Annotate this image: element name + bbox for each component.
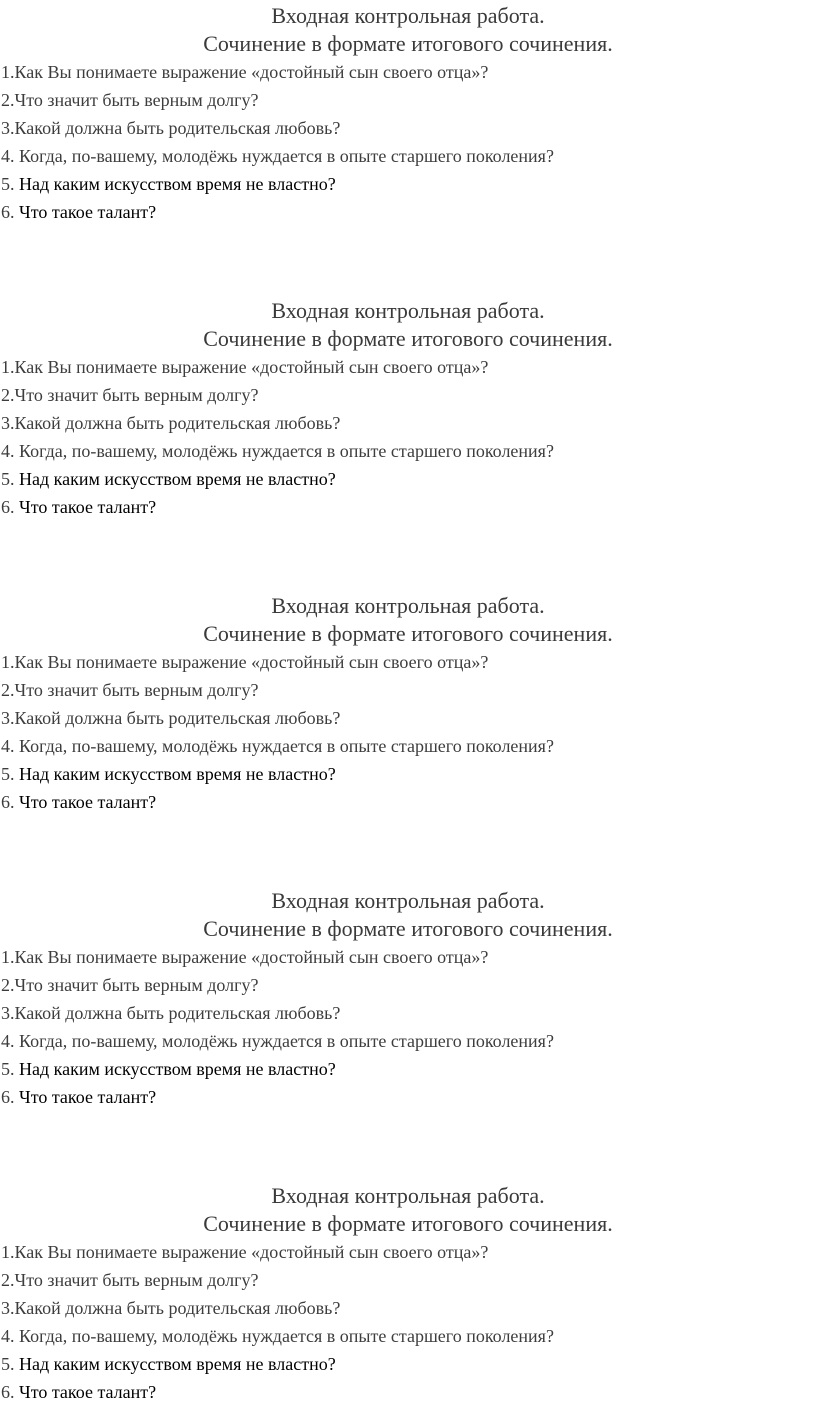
question-number: 4. <box>1 146 19 166</box>
question-item <box>0 676 816 704</box>
question-text: Какой должна быть родительская любовь? <box>14 118 341 138</box>
question-number: 4. <box>1 441 19 461</box>
question-text: Какой должна быть родительская любовь? <box>14 708 341 728</box>
question-text: Над каким искусством время не властно? <box>19 764 336 784</box>
question-text: Что значит быть верным долгу? <box>14 975 259 995</box>
question-number: 1. <box>1 1242 15 1262</box>
question-item <box>0 1294 816 1322</box>
question-item <box>0 999 816 1027</box>
question-number: 1. <box>1 947 15 967</box>
block-title: Входная контрольная работа. <box>271 3 545 28</box>
block-subtitle: Сочинение в формате итогового сочинения. <box>203 916 613 941</box>
question-text: Что значит быть верным долгу? <box>14 90 259 110</box>
question-number: 6. <box>1 792 19 812</box>
question-text: Когда, по-вашему, молодёжь нуждается в опыте старшего поколения? <box>19 1326 554 1346</box>
question-text: Над каким искусством время не властно? <box>19 469 336 489</box>
block-title: Входная контрольная работа. <box>271 888 545 913</box>
question-number: 6. <box>1 202 19 222</box>
question-number: 3. <box>1 118 15 138</box>
question-item <box>0 1322 816 1350</box>
question-text: Что значит быть верным долгу? <box>14 385 259 405</box>
question-number: 5. <box>1 174 19 194</box>
question-item <box>0 381 816 409</box>
question-number: 5. <box>1 1059 19 1079</box>
question-text: Как Вы понимаете выражение «достойный сын своего отца»? <box>14 62 489 82</box>
block-title: Входная контрольная работа. <box>271 1183 545 1208</box>
question-text: Как Вы понимаете выражение «достойный сын своего отца»? <box>14 652 489 672</box>
question-text: Какой должна быть родительская любовь? <box>14 413 341 433</box>
question-item <box>0 1266 816 1294</box>
question-item <box>0 58 816 86</box>
question-item <box>0 1350 816 1378</box>
assignment-block <box>0 592 816 816</box>
question-text: Что значит быть верным долгу? <box>14 680 259 700</box>
question-item <box>0 1083 816 1111</box>
question-number: 5. <box>1 469 19 489</box>
block-title: Входная контрольная работа. <box>271 298 545 323</box>
question-number: 6. <box>1 1382 19 1402</box>
question-text: Когда, по-вашему, молодёжь нуждается в опыте старшего поколения? <box>19 146 554 166</box>
question-text: Какой должна быть родительская любовь? <box>14 1003 341 1023</box>
question-text: Что такое талант? <box>19 1382 157 1402</box>
question-item <box>0 732 816 760</box>
question-text: Как Вы понимаете выражение «достойный сын своего отца»? <box>14 357 489 377</box>
question-number: 2. <box>1 90 15 110</box>
question-item <box>0 465 816 493</box>
question-number: 5. <box>1 1354 19 1374</box>
assignment-block <box>0 2 816 226</box>
question-item <box>0 760 816 788</box>
question-text: Что такое талант? <box>19 792 157 812</box>
question-item <box>0 409 816 437</box>
question-item <box>0 437 816 465</box>
question-item <box>0 493 816 521</box>
question-number: 4. <box>1 1031 19 1051</box>
question-number: 4. <box>1 1326 19 1346</box>
question-item <box>0 788 816 816</box>
question-text: Что такое талант? <box>19 497 157 517</box>
question-text: Как Вы понимаете выражение «достойный сын своего отца»? <box>14 1242 489 1262</box>
question-text: Когда, по-вашему, молодёжь нуждается в опыте старшего поколения? <box>19 441 554 461</box>
question-number: 3. <box>1 1298 15 1318</box>
question-text: Над каким искусством время не властно? <box>19 1354 336 1374</box>
question-item <box>0 1238 816 1266</box>
question-text: Что такое талант? <box>19 202 157 222</box>
question-item <box>0 943 816 971</box>
question-text: Когда, по-вашему, молодёжь нуждается в опыте старшего поколения? <box>19 1031 554 1051</box>
question-number: 2. <box>1 975 15 995</box>
assignment-block <box>0 1182 816 1406</box>
question-number: 1. <box>1 652 15 672</box>
question-item <box>0 198 816 226</box>
question-item <box>0 1378 816 1406</box>
block-subtitle: Сочинение в формате итогового сочинения. <box>203 31 613 56</box>
question-text: Над каким искусством время не властно? <box>19 174 336 194</box>
question-item <box>0 142 816 170</box>
question-text: Что такое талант? <box>19 1087 157 1107</box>
block-subtitle: Сочинение в формате итогового сочинения. <box>203 1211 613 1236</box>
question-number: 5. <box>1 764 19 784</box>
question-item <box>0 704 816 732</box>
question-number: 1. <box>1 357 15 377</box>
question-number: 2. <box>1 385 15 405</box>
question-text: Над каким искусством время не властно? <box>19 1059 336 1079</box>
question-number: 4. <box>1 736 19 756</box>
block-subtitle: Сочинение в формате итогового сочинения. <box>203 621 613 646</box>
question-text: Что значит быть верным долгу? <box>14 1270 259 1290</box>
question-number: 2. <box>1 1270 15 1290</box>
assignment-block <box>0 297 816 521</box>
question-item <box>0 1055 816 1083</box>
question-number: 3. <box>1 708 15 728</box>
assignment-block <box>0 887 816 1111</box>
question-number: 6. <box>1 497 19 517</box>
question-number: 3. <box>1 1003 15 1023</box>
question-number: 6. <box>1 1087 19 1107</box>
question-number: 3. <box>1 413 15 433</box>
question-number: 2. <box>1 680 15 700</box>
question-item <box>0 971 816 999</box>
question-text: Какой должна быть родительская любовь? <box>14 1298 341 1318</box>
question-item <box>0 170 816 198</box>
question-item <box>0 114 816 142</box>
block-title: Входная контрольная работа. <box>271 593 545 618</box>
question-item <box>0 1027 816 1055</box>
question-text: Когда, по-вашему, молодёжь нуждается в опыте старшего поколения? <box>19 736 554 756</box>
question-number: 1. <box>1 62 15 82</box>
block-subtitle: Сочинение в формате итогового сочинения. <box>203 326 613 351</box>
question-item <box>0 86 816 114</box>
question-text: Как Вы понимаете выражение «достойный сын своего отца»? <box>14 947 489 967</box>
question-item <box>0 648 816 676</box>
question-item <box>0 353 816 381</box>
